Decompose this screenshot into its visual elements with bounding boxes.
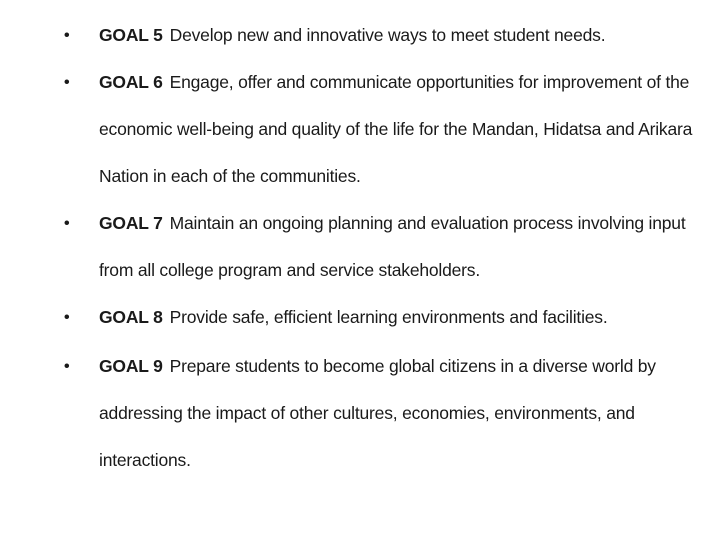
goal-label: GOAL 8: [99, 307, 163, 327]
goal-text-block: [99, 343, 704, 484]
bullet-icon: •: [64, 27, 70, 44]
goal-description: Prepare students to become global citizens in a diverse world by addressing the impact of other cultures, economies, environments, and interactions.: [99, 356, 656, 470]
bullet-icon: •: [64, 358, 70, 375]
goal-text-block: [99, 12, 704, 59]
goal-label: GOAL 6: [99, 72, 163, 92]
goal-description: Engage, offer and communicate opportunities for improvement of the economic well-being and quality of the life for the Mandan, Hidatsa and Arikara Nation in each of the communities.: [99, 72, 693, 186]
goal-text-block: [99, 200, 704, 294]
goal-description: Develop new and innovative ways to meet student needs.: [169, 25, 606, 45]
goal-label: GOAL 5: [99, 25, 163, 45]
bullet-icon: •: [64, 215, 70, 232]
goal-item-5: [64, 12, 704, 59]
goal-description: Maintain an ongoing planning and evaluation process involving input from all college program and service stakeholders.: [99, 213, 686, 280]
bullet-icon: •: [64, 74, 70, 91]
goal-item-7: [64, 200, 704, 294]
goal-item-6: [64, 59, 704, 200]
goal-item-8: [64, 294, 704, 341]
goal-item-9: [64, 343, 704, 484]
goal-text-block: [99, 294, 704, 341]
goal-label: GOAL 9: [99, 356, 163, 376]
bullet-icon: •: [64, 309, 70, 326]
goal-label: GOAL 7: [99, 213, 163, 233]
goal-text-block: [99, 59, 704, 200]
goal-description: Provide safe, efficient learning environments and facilities.: [169, 307, 608, 327]
